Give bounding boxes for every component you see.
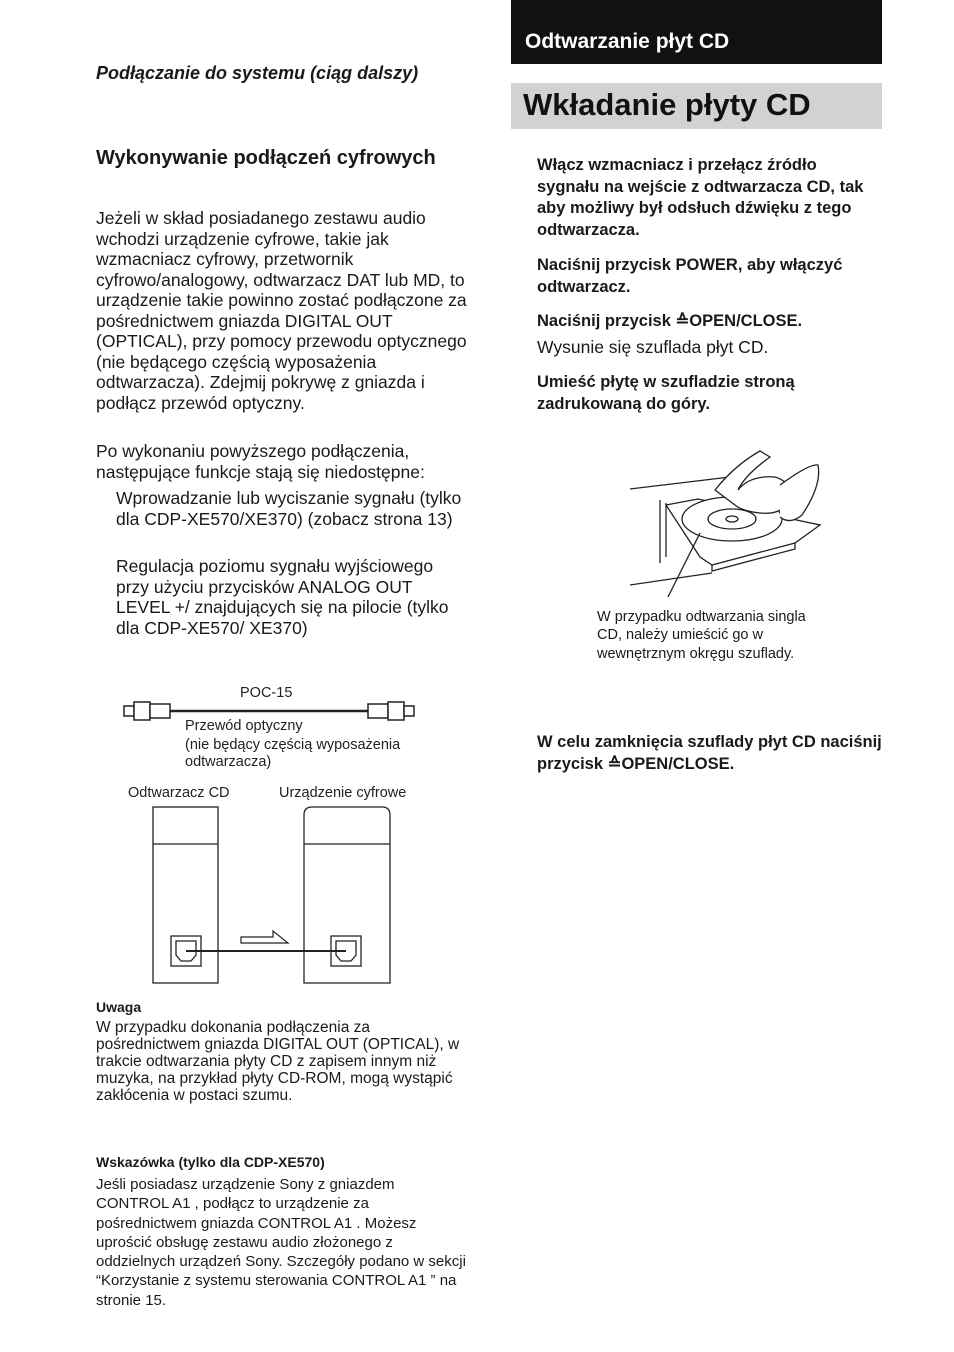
cable-name: POC-15 bbox=[240, 685, 293, 701]
unavailable-intro: Po wykonaniu powyższego podłączenia, następujące funkcje stają się niedostępne: bbox=[96, 441, 425, 482]
step-1: Włącz wzmacniacz i przełącz źródło sygnału na wejście z odtwarzacza CD, tak aby możliwy był odsłuch dźwięku z tego odtwarzacza. bbox=[537, 156, 864, 239]
cd-tray-illustration bbox=[620, 445, 830, 600]
step-4: Umieść płytę w szufladzie stroną zadrukowaną do góry. bbox=[537, 373, 795, 413]
cable-desc: (nie będący częścią wyposażenia bbox=[185, 737, 401, 753]
arrow-right-icon bbox=[241, 931, 288, 943]
player-top-edge bbox=[630, 477, 730, 489]
chapter-title: Wkładanie płyty CD bbox=[523, 87, 811, 122]
step-3: Naciśnij przycisk ≙OPEN/CLOSE. bbox=[537, 312, 803, 330]
section-title: Wykonywanie podłączeń cyfrowych bbox=[96, 147, 436, 169]
note-text: W przypadku dokonania podłączenia za pośrednictwem gniazda DIGITAL OUT (OPTICAL), w trakcie odtwarzania płyty CD z zapisem innym niż muzyka, na przykład płyty CD-ROM, mogą wystąpić zakłócenia w postaci szumu. bbox=[96, 1019, 460, 1104]
intro-paragraph: Jeżeli w skład posiadanego zestawu audio wchodzi urządzenie cyfrowe, takie jak wzmacniacz cyfrowy, przetwornik cyfrowo/analogowy, odtwarzacz DAT lub MD, to urządzenie takie powinno zostać podłączone za pośrednictwem gniazda DIGITAL OUT (OPTICAL), przy pomocy przewodu optycznego (nie będącego częścią wyposażenia odtwarzacza). Zdejmij pokrywę z gniazda i podłącz przewód optyczny. bbox=[96, 208, 467, 413]
left-plug-icon bbox=[124, 702, 170, 720]
step-3-result: Wysunie się szuflada płyt CD. bbox=[537, 337, 769, 357]
step-5: W celu zamknięcia szuflady płyt CD naciśnij przycisk ≙OPEN/CLOSE. bbox=[537, 733, 882, 773]
tip-title: Wskazówka (tylko dla CDP-XE570) bbox=[96, 1154, 325, 1170]
right-plug-icon bbox=[368, 702, 414, 720]
section-header: Odtwarzanie płyt CD bbox=[525, 30, 730, 53]
note-title: Uwaga bbox=[96, 999, 142, 1015]
connection-diagram bbox=[110, 675, 450, 995]
tip-text: Jeśli posiadasz urządzenie Sony z gniazdem CONTROL A1 , podłącz to urządzenie za pośrednictwem gniazda CONTROL A1 . Możesz uprościć obsługę zestawu audio złożonego z oddzielnych urządzeń Sony. Szczegóły podano w sekcji “Korzystanie z systemu sterowania CONTROL A1 ” na stronie 15. bbox=[96, 1176, 466, 1309]
player-bottom-edge bbox=[630, 573, 712, 585]
list-item: Wprowadzanie lub wyciszanie sygnału (tylko dla CDP-XE570/XE370) (zobacz strona 13) bbox=[116, 488, 462, 529]
cable-desc: odtwarzacza) bbox=[185, 754, 272, 770]
chapter-title-box bbox=[511, 83, 882, 129]
device-left-label: Odtwarzacz CD bbox=[128, 785, 230, 801]
illustration-caption: W przypadku odtwarzania singla CD, należy umieścić go w wewnętrznym okręgu szuflady. bbox=[597, 609, 806, 662]
section-header-bar bbox=[511, 0, 882, 64]
device-right-label: Urządzenie cyfrowe bbox=[279, 785, 407, 801]
caption-pointer bbox=[668, 533, 700, 597]
list-item: Regulacja poziomu sygnału wyjściowego przy użyciu przycisków ANALOG OUT LEVEL +/ znajdujących się na pilocie (tylko dla CDP-XE570/ XE370) bbox=[116, 556, 449, 638]
step-2: Naciśnij przycisk POWER, aby włączyć odtwarzacz. bbox=[537, 256, 843, 296]
cable-desc: Przewód optyczny bbox=[185, 718, 303, 734]
continued-title: Podłączanie do systemu (ciąg dalszy) bbox=[96, 63, 419, 83]
